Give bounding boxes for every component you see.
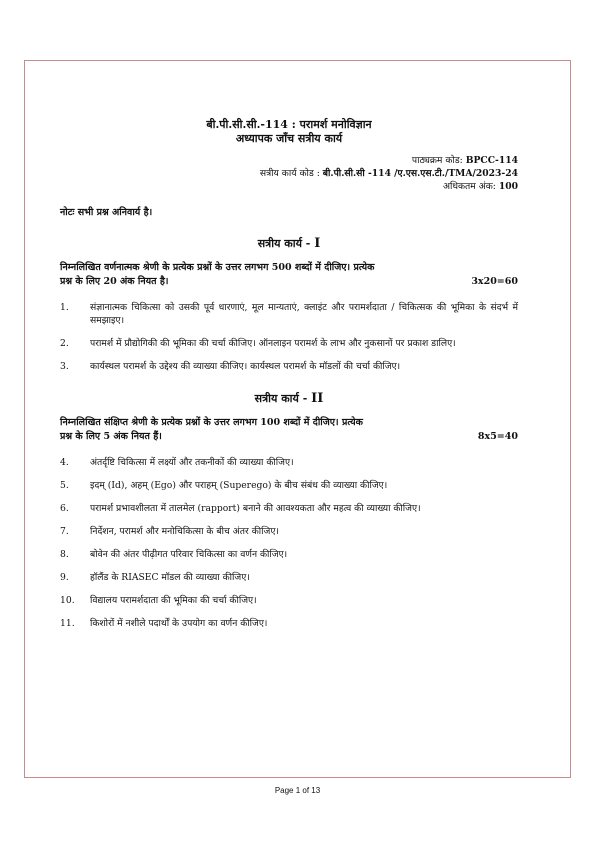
document-subtitle: अध्यापक जाँच सत्रीय कार्य bbox=[235, 132, 343, 145]
max-marks-label: अधिकतम अंक: bbox=[442, 181, 496, 192]
section-heading bbox=[60, 236, 518, 251]
section-heading-text: सत्रीय कार्य - bbox=[257, 237, 315, 250]
max-marks: 100 bbox=[498, 181, 518, 192]
question-number: 7. bbox=[60, 526, 69, 537]
course-code: BPCC-114 bbox=[465, 155, 518, 166]
sections-container bbox=[60, 236, 518, 630]
question-item bbox=[60, 479, 518, 492]
course-code-label: पाठ्यक्रम कोड: bbox=[411, 155, 463, 166]
question-text: अंतर्दृष्टि चिकित्सा में लक्ष्यों और तकनीकों की व्याख्या कीजिए। bbox=[90, 457, 294, 468]
question-text: कार्यस्थल परामर्श के उद्देश्य की व्याख्या कीजिए। कार्यस्थल परामर्श के मॉडलों की चर्चा कीजिए। bbox=[90, 361, 401, 372]
section-instruction-marks-line bbox=[60, 275, 518, 289]
question-number: 6. bbox=[60, 503, 69, 514]
question-item bbox=[60, 617, 518, 630]
question-text: परामर्श प्रभावशीलता में तालमेल (rapport) बनाने की आवश्यकता और महत्व की व्याख्या कीजिए। bbox=[90, 503, 421, 514]
question-item bbox=[60, 525, 518, 538]
document-body bbox=[60, 118, 518, 640]
page-number: Page 1 of 13 bbox=[274, 786, 321, 795]
question-list bbox=[60, 456, 518, 630]
note: नोटः सभी प्रश्न अनिवार्य है। bbox=[60, 207, 153, 218]
question-number: 10. bbox=[60, 595, 75, 606]
document-title: बी.पी.सी.सी.-114 : परामर्श मनोविज्ञान bbox=[206, 118, 372, 131]
question-number: 2. bbox=[60, 338, 69, 349]
question-number: 3. bbox=[60, 361, 69, 372]
assignment-code: बी.पी.सी.सी -114 /ए.एस.एस.टी./TMA/2023-24 bbox=[322, 168, 518, 179]
question-item bbox=[60, 301, 518, 327]
question-number: 9. bbox=[60, 572, 69, 583]
question-item bbox=[60, 594, 518, 607]
question-item bbox=[60, 456, 518, 469]
question-item bbox=[60, 571, 518, 584]
question-item bbox=[60, 502, 518, 515]
assignment-code-label: सत्रीय कार्य कोड : bbox=[259, 168, 320, 179]
question-text: परामर्श में प्रौद्योगिकी की भूमिका की चर्चा कीजिए। ऑनलाइन परामर्श के लाभ और नुकसानों पर प्रकाश डालिए। bbox=[90, 338, 456, 349]
question-text: किशोरों में नशीले पदार्थों के उपयोग का वर्णन कीजिए। bbox=[90, 618, 268, 629]
section-numeral: I bbox=[314, 236, 321, 251]
question-text: विद्यालय परामर्शदाता की भूमिका की चर्चा कीजिए। bbox=[90, 595, 257, 606]
section-instruction: निम्नलिखित संक्षिप्त श्रेणी के प्रत्येक प्रश्नों के उत्तर लगभग 100 शब्दों में दीजिए। प्रत्येक bbox=[60, 417, 363, 428]
section-heading-text: सत्रीय कार्य - bbox=[254, 392, 312, 405]
question-text: हॉलैंड के RIASEC मॉडल की व्याख्या कीजिए। bbox=[90, 572, 250, 583]
section-numeral: II bbox=[311, 391, 324, 406]
course-code-line bbox=[60, 154, 518, 167]
section-marks: 3x20=60 bbox=[471, 276, 518, 287]
max-marks-line bbox=[60, 180, 518, 193]
question-text: बोवेन की अंतर पीढ़ीगत परिवार चिकित्सा का वर्णन कीजिए। bbox=[90, 549, 288, 560]
section-instruction-end: प्रश्न के लिए 5 अंक नियत हैं। bbox=[60, 431, 162, 442]
question-item bbox=[60, 360, 518, 373]
section-instruction: निम्नलिखित वर्णनात्मक श्रेणी के प्रत्येक प्रश्नों के उत्तर लगभग 500 शब्दों में दीजिए। प्रत्येक bbox=[60, 262, 375, 273]
section-marks: 8x5=40 bbox=[477, 431, 518, 442]
section-instruction-marks-line bbox=[60, 430, 518, 444]
question-item bbox=[60, 548, 518, 561]
section-instruction-end: प्रश्न के लिए 20 अंक नियत है। bbox=[60, 276, 169, 287]
question-list bbox=[60, 301, 518, 373]
question-number: 8. bbox=[60, 549, 69, 560]
question-number: 1. bbox=[60, 302, 69, 313]
question-text: निर्देशन, परामर्श और मनोचिकित्सा के बीच अंतर कीजिए। bbox=[90, 526, 279, 537]
question-number: 11. bbox=[60, 618, 75, 629]
question-text: संज्ञानात्मक चिकित्सा को उसकी पूर्व धारणाएं, मूल मान्यताएं, क्लाइंट और परामर्शदाता / चिकित्सक की भूमिका के संदर्भ में समझाइए। bbox=[90, 302, 518, 326]
question-number: 4. bbox=[60, 457, 69, 468]
question-number: 5. bbox=[60, 480, 69, 491]
question-item bbox=[60, 337, 518, 350]
assignment-code-line bbox=[60, 167, 518, 180]
section-heading bbox=[60, 391, 518, 406]
question-text: इदम् (Id), अहम् (Ego) और पराहम् (Superego) के बीच संबंध की व्याख्या कीजिए। bbox=[90, 480, 388, 491]
